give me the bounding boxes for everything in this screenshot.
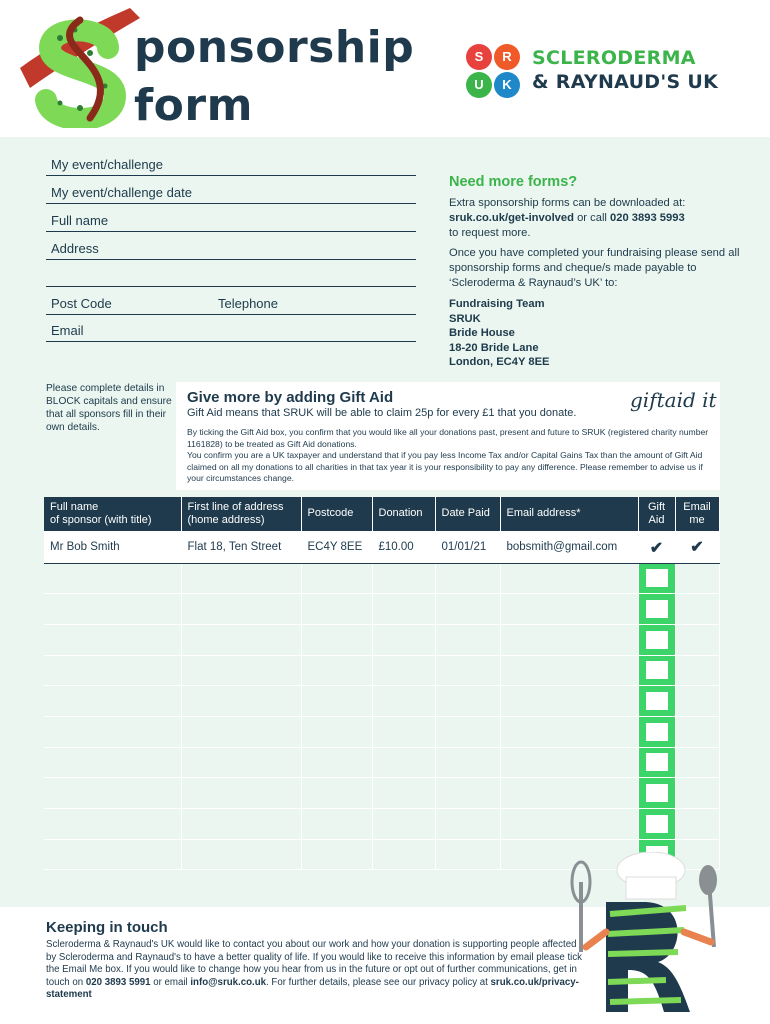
gift-aid-checkbox[interactable] <box>638 563 675 594</box>
check-icon: ✔ <box>646 538 668 556</box>
block-capitals-instructions: Please complete details in BLOCK capitals and ensure that all sponsors fill in their own details. <box>46 383 172 433</box>
gift-aid-subtitle: Gift Aid means that SRUK will be able to claim 25p for every £1 that you donate. <box>187 407 577 419</box>
forms-phone-number: 020 3893 5993 <box>610 212 685 224</box>
chef-mascot-icon <box>566 852 736 1012</box>
email-me-checkbox[interactable] <box>675 686 719 717</box>
logo-letter: R <box>494 44 520 70</box>
gift-aid-logo: giftaid it <box>630 388 717 412</box>
gift-aid-checkbox[interactable] <box>638 531 675 563</box>
column-header-email: Email address* <box>500 497 638 531</box>
check-icon: ✔ <box>690 539 704 556</box>
event-date-label: My event/challenge date <box>51 185 192 200</box>
logo-letter: S <box>466 44 492 70</box>
email-me-checkbox[interactable] <box>675 655 719 686</box>
sruk-logo <box>462 42 762 102</box>
table-row <box>44 655 719 686</box>
table-row <box>44 747 719 778</box>
keeping-in-touch-heading: Keeping in touch <box>46 919 168 936</box>
column-header-email-me: Email me <box>675 497 719 531</box>
address-line: London, EC4Y 8EE <box>449 356 550 369</box>
gift-aid-checkbox[interactable] <box>638 778 675 809</box>
gift-aid-heading: Give more by adding Gift Aid <box>187 389 394 406</box>
email-field[interactable] <box>46 320 416 342</box>
need-more-forms-heading: Need more forms? <box>449 174 578 190</box>
gift-aid-checkbox[interactable] <box>638 747 675 778</box>
get-involved-link[interactable]: sruk.co.uk/get-involved <box>449 212 574 224</box>
event-date-field[interactable] <box>46 182 416 204</box>
call-text: or call <box>573 212 611 224</box>
table-row <box>44 716 719 747</box>
footer-text: or email <box>150 976 191 988</box>
email-me-checkbox[interactable] <box>675 778 719 809</box>
gift-aid-checkbox[interactable] <box>638 624 675 655</box>
table-row <box>44 809 719 840</box>
gift-aid-checkbox[interactable] <box>638 809 675 840</box>
full-name-label: Full name <box>51 213 109 228</box>
cell-date-paid[interactable]: 01/01/21 <box>435 531 500 563</box>
gift-aid-declaration-1: By ticking the Gift Aid box, you confirm that you would like all your donations past, present and future to SRUK (registered charity number 1161828) to be treated as Gift Aid donations. <box>187 427 709 449</box>
event-label: My event/challenge <box>51 157 164 172</box>
address-label: Address <box>51 241 99 256</box>
column-header-full-name: Full name of sponsor (with title) <box>44 497 181 531</box>
need-more-forms-text <box>449 196 749 241</box>
event-field[interactable] <box>46 154 416 176</box>
page-title-line-1: ponsorship <box>134 22 415 73</box>
address-field-line-2[interactable] <box>46 265 416 287</box>
table-row <box>44 624 719 655</box>
gift-aid-declaration-2: You confirm you are a UK taxpayer and understand that if you pay less Income Tax and/or Capital Gains Tax than the amount of Gift Aid claimed on all my donations to all charities in that tax year it is your responsibility to pay any difference. Please remember to advise us if your circumstances change. <box>187 450 703 483</box>
logo-letter: U <box>466 72 492 98</box>
gift-aid-checkbox[interactable] <box>638 716 675 747</box>
email-label: Email <box>51 323 84 338</box>
post-code-field[interactable] <box>46 293 416 315</box>
table-header-row <box>44 497 719 531</box>
gift-aid-panel <box>176 382 720 490</box>
table-row-example <box>44 531 719 563</box>
address-field[interactable] <box>46 238 416 260</box>
gift-aid-checkbox[interactable] <box>638 686 675 717</box>
cell-address[interactable]: Flat 18, Ten Street <box>181 531 301 563</box>
telephone-label: Telephone <box>218 296 278 311</box>
page-title-line-2: form <box>134 80 253 131</box>
gift-aid-checkbox[interactable] <box>638 655 675 686</box>
address-line: SRUK <box>449 312 481 325</box>
email-me-checkbox[interactable] <box>675 563 719 594</box>
keeping-in-touch-text <box>46 939 586 1002</box>
cell-donation[interactable]: £10.00 <box>372 531 435 563</box>
email-me-checkbox[interactable] <box>675 716 719 747</box>
email-me-checkbox[interactable] <box>675 531 719 563</box>
cell-postcode[interactable]: EC4Y 8EE <box>301 531 372 563</box>
table-row <box>44 778 719 809</box>
email-me-checkbox[interactable] <box>675 747 719 778</box>
table-row <box>44 686 719 717</box>
gift-aid-declaration <box>187 427 717 485</box>
email-me-checkbox[interactable] <box>675 594 719 625</box>
column-header-address: First line of address (home address) <box>181 497 301 531</box>
table-row <box>44 563 719 594</box>
logo-text-line-2: & RAYNAUD'S UK <box>532 71 719 93</box>
header <box>0 0 770 137</box>
logo-letter: K <box>494 72 520 98</box>
table-row <box>44 594 719 625</box>
column-header-gift-aid: Gift Aid <box>638 497 675 531</box>
forms-download-text: Extra sponsorship forms can be downloaded at: <box>449 197 686 209</box>
address-line: 18-20 Bride Lane <box>449 341 539 354</box>
full-name-field[interactable] <box>46 210 416 232</box>
logo-text-line-1: SCLERODERMA <box>532 47 696 69</box>
privacy-policy-link[interactable]: sruk.co.uk/privacy-statement <box>46 976 579 1000</box>
sponsors-table <box>44 497 720 870</box>
decorative-s-illustration-icon <box>20 8 140 128</box>
email-me-checkbox[interactable] <box>675 809 719 840</box>
footer-text: Scleroderma & Raynaud's UK would like to contact you about our work and how your donation is supporting people affected by Scleroderma and Raynaud's to have a better quality of life. If you would like to receive this information by email please tick the Email Me box. If you would like to change how you hear from us in the future or opt out of further communications, get in touch on <box>46 939 583 988</box>
column-header-donation: Donation <box>372 497 435 531</box>
footer-phone: 020 3893 5991 <box>85 976 151 988</box>
request-more-text: to request more. <box>449 227 531 239</box>
address-line: Fundraising Team <box>449 298 545 310</box>
cell-sponsor-name[interactable]: Mr Bob Smith <box>44 531 181 563</box>
send-forms-text: Once you have completed your fundraising please send all sponsorship forms and cheque/s made payable to ‘Scleroderma & Raynaud’s UK’ to: <box>449 247 740 289</box>
email-me-checkbox[interactable] <box>675 624 719 655</box>
address-line: Bride House <box>449 327 515 340</box>
footer-text: . For further details, please see our privacy policy at <box>266 976 491 988</box>
footer-email-link[interactable]: info@sruk.co.uk <box>190 976 267 988</box>
post-code-label: Post Code <box>51 296 112 311</box>
column-header-date-paid: Date Paid <box>435 497 500 531</box>
cell-email[interactable]: bobsmith@gmail.com <box>500 531 638 563</box>
gift-aid-checkbox[interactable] <box>638 594 675 625</box>
postal-address <box>449 297 749 370</box>
column-header-postcode: Postcode <box>301 497 372 531</box>
